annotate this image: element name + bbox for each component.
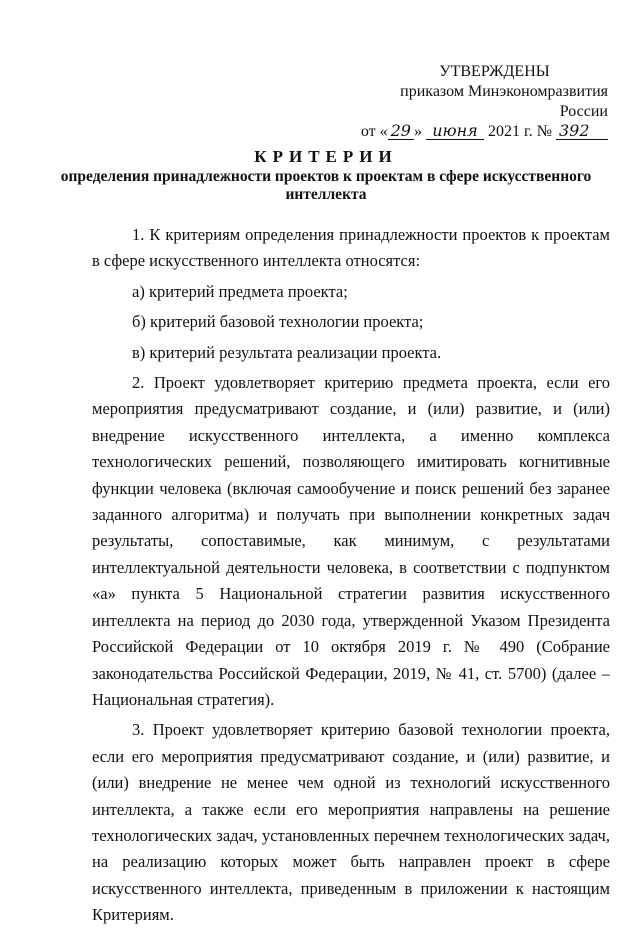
approval-order-line: приказом Минэкономразвития России (400, 83, 608, 120)
date-prefix: от « (360, 123, 388, 140)
title-subtitle: определения принадлежности проектов к проектам в сфере искусственного интеллекта (60, 168, 592, 203)
handwritten-order-number: 392 (556, 123, 608, 140)
approval-date-line (353, 122, 608, 142)
title-main: КРИТЕРИИ (254, 147, 398, 166)
list-item-c: в) критерий результата реализации проекта. (132, 342, 442, 362)
document-body (92, 222, 610, 929)
handwritten-month: июня (426, 123, 484, 140)
date-year: 2021 г. № (487, 123, 552, 140)
document-title (40, 146, 612, 204)
handwritten-day: 29 (388, 123, 414, 140)
approval-stamp (353, 62, 608, 142)
paragraph-1: 1. К критериям определения принадлежности проектов к проектам в сфере искусственного интеллекта относятся: (92, 225, 610, 271)
approval-heading: УТВЕРЖДЕНЫ (439, 63, 550, 80)
paragraph-2: 2. Проект удовлетворяет критерию предмета проекта, если его мероприятия предусматривают создание, и (или) развитие, и (или) внедрение искусственного интеллекта, а именно комплекса технологических решений, позволяющего имитировать когнитивные функции человека (включая самообучение и поиск решений без заранее заданного алгоритма) и получать при выполнении конкретных задач результаты, сопоставимые, как минимум, с результатами интеллектуальной деятельности человека, в соответствии с подпунктом «а» пункта 5 Национальной стратегии развития искусственного интеллекта на период до 2030 года, утвержденной Указом Президента Российской Федерации от 10 октября 2019 г. № 490 (Собрание законодательства Российской Федерации, 2019, № 41, ст. 5700) (далее – Национальная стратегия). (92, 373, 610, 709)
list-item-a: а) критерий предмета проекта; (132, 281, 348, 301)
list-item-b: б) критерий базовой технологии проекта; (132, 312, 424, 332)
paragraph-3: 3. Проект удовлетворяет критерию базовой технологии проекта, если его мероприятия предусматривают создание, и (или) развитие, и (или) внедрение не менее чем одной из технологий искусственного интеллекта, а также если его мероприятия направлены на решение технологических задач, установленных перечнем технологических задач, на реализацию которых может быть направлен проект в сфере искусственного интеллекта, приведенным в приложении к настоящим Критериям. (92, 720, 610, 925)
date-quote-close: » (413, 123, 422, 140)
